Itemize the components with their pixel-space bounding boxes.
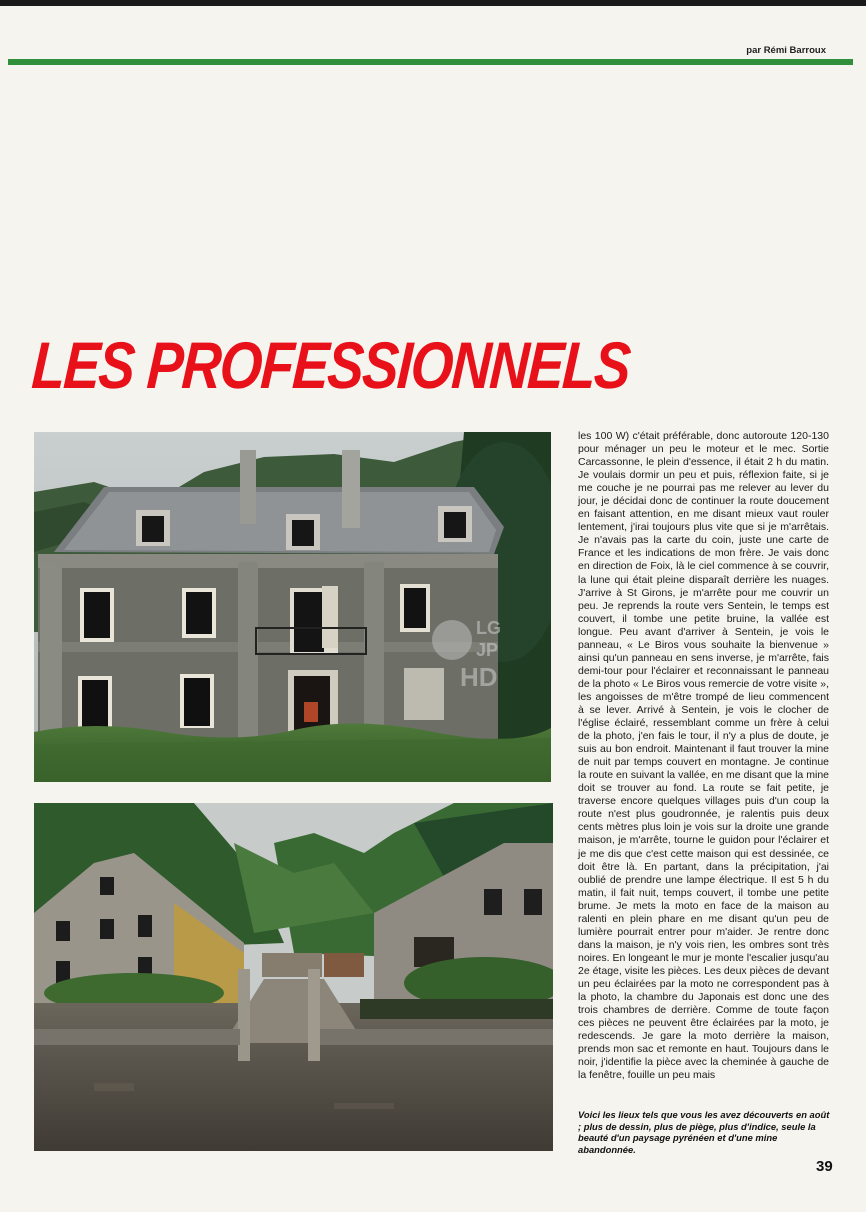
article-title: LES PROFESSIONNELS — [29, 328, 632, 402]
watermark-line-3: HD — [460, 662, 498, 692]
photo-abandoned-house — [34, 432, 551, 782]
watermark-logo — [430, 610, 512, 694]
byline: par Rémi Barroux — [746, 45, 826, 56]
article-body: les 100 W) c'était préférable, donc autoroute 120-130 pour ménager un peu le moteur et le mec. Sortie Carcassonne, le plein d'essence, il était 2 h du matin. Je voulais dormir un peu et puis, réflexion faite, si je me couche je ne pourrai pas me relever au lever du jour, je décidai donc de continuer la route doucement en faisant attention, en me disant mieux vaut rouler lentement, j'irai toujours plus vite que si je m'arrêtais. Je n'avais pas la carte du coin, juste une carte de France et les indications de mon frère. Je vais donc en direction de Foix, là le ciel commence à se couvrir, la lune qui était pleine disparaît derrière les nuages. J'arrive à St Girons, je m'arrête pour me couvrir un peu. Je reprends la route vers Sentein, le temps est couvert, il tombe une petite bruine, la vallée est longue. Peu avant d'arriver à Sentein, je vois le panneau, « Le Biros vous souhaite la bienvenue » ainsi qu'un panneau en sens inverse, je m'arrête, fais demi-tour pour l'éclairer et reconnaissant le panneau de la photo « Le Biros vous remercie de votre visite », les angoisses de m'être trompé de lieu commencent à se lever. Arrivé à Sentein, je vois le clocher de l'église éclairé, ressemblant comme un frère à celui de la photo, j'en fais le tour, il n'y a plus de doute, je suis au bon endroit. Maintenant il faut trouver la mine de nuit par temps couvert en montagne. Je continue la route en suivant la vallée, en me disant que la mine doit se trouver au fond. La route se fait petite, je traverse encore quelques villages puis d'un coup la route n'est plus goudronnée, je ralentis puis deux cents mètres plus loin je vois sur la droite une grande maison, je m'arrête, tourne le guidon pour l'éclairer et je me dis que c'est cette maison qui est dessinée, ce doit être là. En partant, dans la précipitation, j'ai oublié de prendre une lampe électrique. Il est 5 h du matin, il fait nuit, temps couvert, il tombe une petite brume. Je mets la moto en face de la maison au ralenti en plein phare en me disant qu'un peu de lumière pourrait entrer pour m'aider. Je rentre donc dans la maison, je n'y vois rien, les ombres sont très noires. En longeant le mur je monte l'escalier jusqu'au 2e étage, visite les pièces. Les deux pièces de devant un peu éclairées par la moto ne correspondent pas à la photo, la chambre du Japonais est donc une des trois chambres de derrière. Comme de toute façon ces pièces ne peuvent être éclairées par la moto, je redescends. Je gare la moto derrière la maison, prends mon sac et remonte en haut. Toujours dans le noir, j'identifie la pièce avec la cheminée à gauche de la fenêtre, fouille un peu mais — [578, 430, 829, 1082]
top-edge-bar — [0, 0, 866, 6]
watermark-line-2: JP — [476, 640, 499, 660]
watermark-line-1: LG — [476, 618, 501, 638]
photo-caption: Voici les lieux tels que vous les avez découverts en août ; plus de dessin, plus de piège, plus d'indice, seule la beauté d'un paysage pyrénéen et d'une mine abandonnée. — [578, 1109, 830, 1155]
page-number: 39 — [816, 1158, 833, 1175]
photo-mine-valley — [34, 803, 553, 1151]
header-rule — [8, 59, 853, 65]
